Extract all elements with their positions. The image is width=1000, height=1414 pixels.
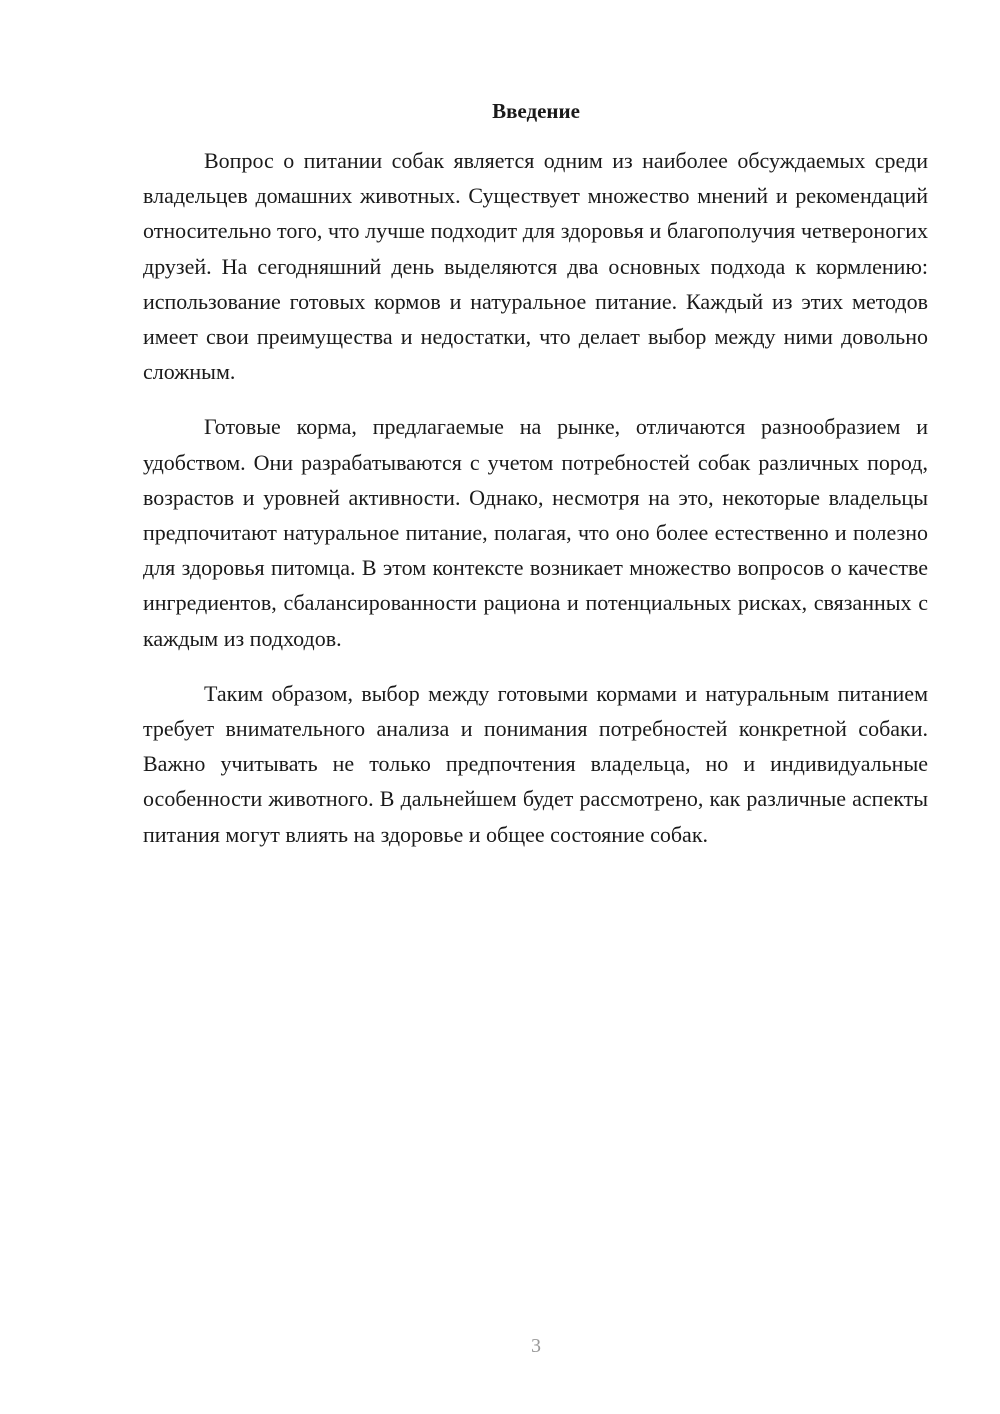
body-text	[143, 143, 928, 872]
paragraph-1: Вопрос о питании собак является одним из наиболее обсуждаемых среди владельцев домашних животных. Существует множество мнений и рекомендаций относительно того, что лучше подходит для здоровья и благополучия четвероногих друзей. На сегодняшний день выделяются два основных подхода к кормлению: использование готовых кормов и натуральное питание. Каждый из этих методов имеет свои преимущества и недостатки, что делает выбор между ними довольно сложным.	[143, 148, 928, 385]
paragraph-3: Таким образом, выбор между готовыми кормами и натуральным питанием требует внимательного анализа и понимания потребностей конкретной собаки. Важно учитывать не только предпочтения владельца, но и индивидуальные особенности животного. В дальнейшем будет рассмотрено, как различные аспекты питания могут влиять на здоровье и общее состояние собак.	[143, 680, 928, 847]
page-number: 3	[531, 1335, 541, 1357]
paragraph-2: Готовые корма, предлагаемые на рынке, отличаются разнообразием и удобством. Они разрабатываются с учетом потребностей собак различных пород, возрастов и уровней активности. Однако, несмотря на это, некоторые владельцы предпочитают натуральное питание, полагая, что оно более естественно и полезно для здоровья питомца. В этом контексте возникает множество вопросов о качестве ингредиентов, сбалансированности рациона и потенциальных рисках, связанных с каждым из подходов.	[143, 414, 928, 651]
section-heading: Введение	[492, 99, 580, 123]
